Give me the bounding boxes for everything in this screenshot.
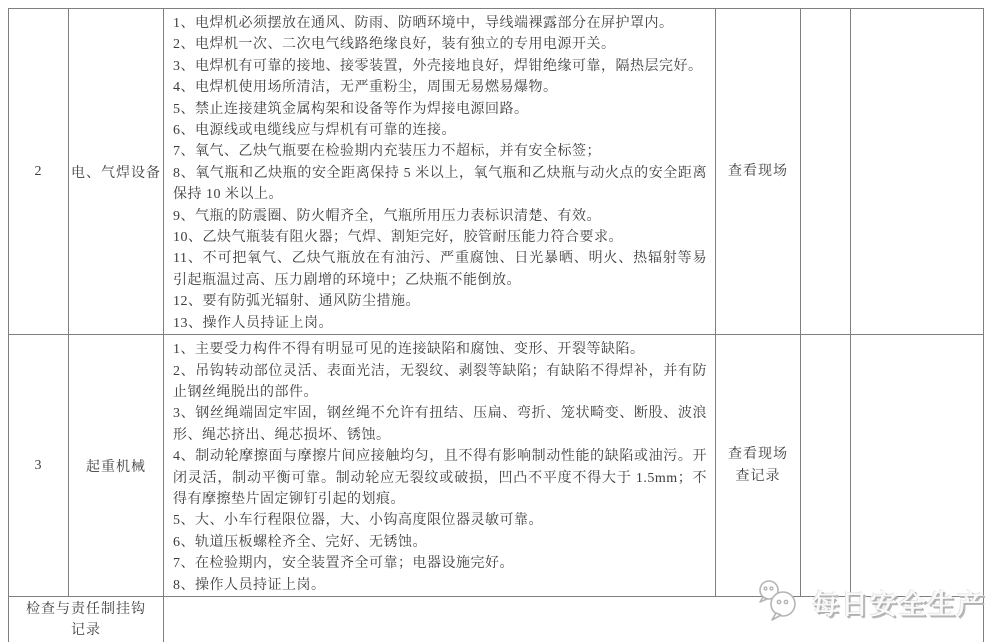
inspection-method-cell	[716, 335, 801, 597]
checklist-item: 11、不可把氧气、乙炔气瓶放在有油污、严重腐蚀、日光暴晒、明火、热辐射等易引起瓶温过高、压力剧增的环境中；乙炔瓶不能倒放。	[173, 251, 707, 288]
checklist-item: 4、制动轮摩擦面与摩擦片间应接触均匀，且不得有影响制动性能的缺陷或油污。开闭灵活，制动平衡可靠。制动轮应无裂纹或破损，凹凸不平度不得大于 1.5mm；不得有摩擦垫片固定铆钉引起的划痕。	[173, 449, 707, 507]
checklist-item: 8、氧气瓶和乙炔瓶的安全距离保持 5 米以上，氧气瓶和乙炔瓶与动火点的安全距离保持 10 米以上。	[173, 165, 707, 203]
table-row-footer	[9, 596, 984, 642]
checklist-item: 9、气瓶的防震圈、防火帽齐全，气瓶所用压力表标识清楚、有效。	[173, 208, 601, 224]
checklist-item: 6、轨道压板螺栓齐全、完好、无锈蚀。	[173, 534, 427, 550]
method-line: 查看现场	[728, 446, 788, 462]
checklist-item: 1、电焊机必须摆放在通风、防雨、防晒环境中，导线端裸露部分在屏护罩内。	[173, 16, 674, 31]
footer-label: 检查与责任制挂钩记录	[26, 601, 146, 638]
checklist-item: 13、操作人员持证上岗。	[173, 315, 333, 331]
empty-result-cell	[801, 9, 851, 335]
checklist-item: 4、电焊机使用场所清洁，无严重粉尘，周围无易燃易爆物。	[173, 80, 558, 96]
checklist-items-cell	[164, 335, 716, 597]
equipment-name: 电、气焊设备	[69, 9, 164, 335]
table-row-lifting-machinery	[9, 335, 984, 597]
row-number: 2	[9, 9, 69, 335]
watermark-text: 每日安全生产	[812, 589, 986, 620]
empty-remark-cell	[851, 335, 984, 597]
checklist-item: 3、钢丝绳端固定牢固，钢丝绳不允许有扭结、压扁、弯折、笼状畸变、断股、波浪形、绳芯挤出、绳芯损坏、锈蚀。	[173, 406, 707, 443]
inspection-table	[8, 8, 984, 642]
checklist-item: 5、大、小车行程限位器，大、小钩高度限位器灵敏可靠。	[173, 513, 543, 529]
inspection-method-cell	[716, 9, 801, 335]
checklist-item: 6、电源线或电缆线应与焊机有可靠的连接。	[173, 123, 456, 139]
row-number: 3	[9, 335, 69, 597]
checklist-item: 7、在检验期内，安全装置齐全可靠；电器设施完好。	[173, 556, 514, 572]
checklist-item: 2、电焊机一次、二次电气线路绝缘良好，装有独立的专用电源开关。	[173, 37, 616, 53]
checklist-item: 5、禁止连接建筑金属构架和设备等作为焊接电源回路。	[173, 101, 529, 117]
checklist-item: 10、乙炔气瓶装有阻火器；气焊、割矩完好，胶管耐压能力符合要求。	[173, 230, 623, 246]
table-row-welding-equipment	[9, 9, 984, 335]
method-line: 查记录	[735, 468, 781, 484]
checklist-item: 7、氧气、乙炔气瓶要在检验期内充装压力不超标，并有安全标签；	[173, 144, 601, 160]
method-line: 查看现场	[728, 163, 788, 179]
checklist-items-cell	[164, 9, 716, 335]
checklist-item: 1、主要受力构件不得有明显可见的连接缺陷和腐蚀、变形、开裂等缺陷。	[173, 342, 645, 358]
empty-remark-cell	[851, 9, 984, 335]
footer-label-cell	[9, 596, 164, 642]
checklist-item: 12、要有防弧光辐射、通风防尘措施。	[173, 294, 420, 310]
footer-record-cell	[164, 596, 984, 642]
checklist-item: 3、电焊机有可靠的接地、接零装置，外壳接地良好，焊钳绝缘可靠，隔热层完好。	[173, 58, 703, 74]
empty-result-cell	[801, 335, 851, 597]
equipment-name: 起重机械	[69, 335, 164, 597]
checklist-item: 2、吊钩转动部位灵活、表面光洁，无裂纹、剥裂等缺陷；有缺陷不得焊补，并有防止钢丝绳脱出的部件。	[173, 363, 707, 400]
checklist-item: 8、操作人员持证上岗。	[173, 577, 326, 593]
